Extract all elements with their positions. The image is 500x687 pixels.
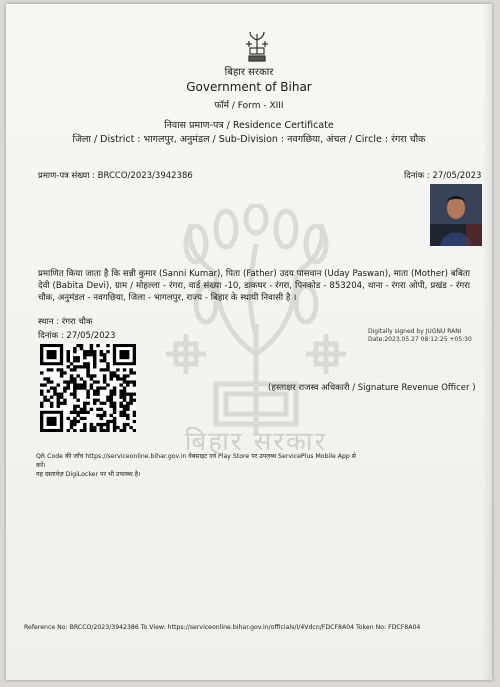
place: स्थान : रंगरा चौक: [38, 317, 93, 327]
qr-code[interactable]: [40, 344, 136, 432]
digital-signature: [368, 328, 472, 344]
location-line: जिला / District : भागलपुर, अनुमंडल / Sub-Division : नवगछिया, अंचल / Circle : रंगरा चौक: [72, 134, 426, 145]
bihar-emblem-icon: [242, 30, 272, 64]
digital-signature-line1: Digitally signed by JUGNU RANI: [368, 328, 462, 335]
state-hindi: बिहार सरकार: [224, 67, 274, 78]
certificate-page: [6, 4, 492, 680]
qr-note-line1: QR Code की जाँच https://serviceonline.bihar.gov.in वेबसाइट एवं Play Store पर उपलब्ध ServicePlus Mobile App से करें।: [36, 453, 356, 469]
qr-note-line2: यह दस्तावेज़ DigiLocker पर भी उपलब्ध है।: [36, 471, 141, 478]
page-edge-shadow: [482, 4, 492, 680]
certificate-body: प्रमाणित किया जाता है कि सन्नी कुमार (Sanni Kumar), पिता (Father) उदय पासवान (Uday Paswan), माता (Mother) बबिता देवी (Babita Devi), ग्राम / मोहल्ला - रंगरा, वार्ड संख्या -10, डाकघर - रंगरा, पिनकोड - 853204, थाना - रंगरा ओपी, प्रखंड - रंगरा चौक, अनुमंडल - नवगछिया, जिला - भागलपुर, राज्य - बिहार के स्थायी निवासी है ।: [38, 269, 470, 303]
digital-signature-line2: Date:2023.05.27 08:12:25 +05:30: [368, 336, 472, 343]
issue-date: दिनांक : 27/05/2023: [38, 331, 116, 341]
qr-code-icon: [40, 344, 136, 432]
government-title: Government of Bihar: [186, 80, 312, 94]
certificate-title: निवास प्रमाण-पत्र / Residence Certificate: [164, 120, 334, 131]
officer-signature: (हस्ताक्षर राजस्व अधिकारी / Signature Revenue Officer ): [268, 383, 476, 393]
certificate-number: प्रमाण-पत्र संख्या : BRCCO/2023/3942386: [38, 171, 193, 181]
form-number: फॉर्म / Form - XIII: [214, 101, 284, 111]
certificate-date: दिनांक : 27/05/2023: [404, 171, 482, 181]
qr-note: [36, 452, 356, 479]
applicant-photo: [430, 184, 482, 246]
reference-footer: Reference No: BRCCO/2023/3942386 To View: https://serviceonline.bihar.gov.in/officials/I/4Vdcn/FDCF8A04 Token No: FDCF8A04: [24, 624, 421, 631]
watermark-text: बिहार सरकार: [184, 427, 328, 457]
bihar-tree-watermark: [156, 204, 356, 454]
